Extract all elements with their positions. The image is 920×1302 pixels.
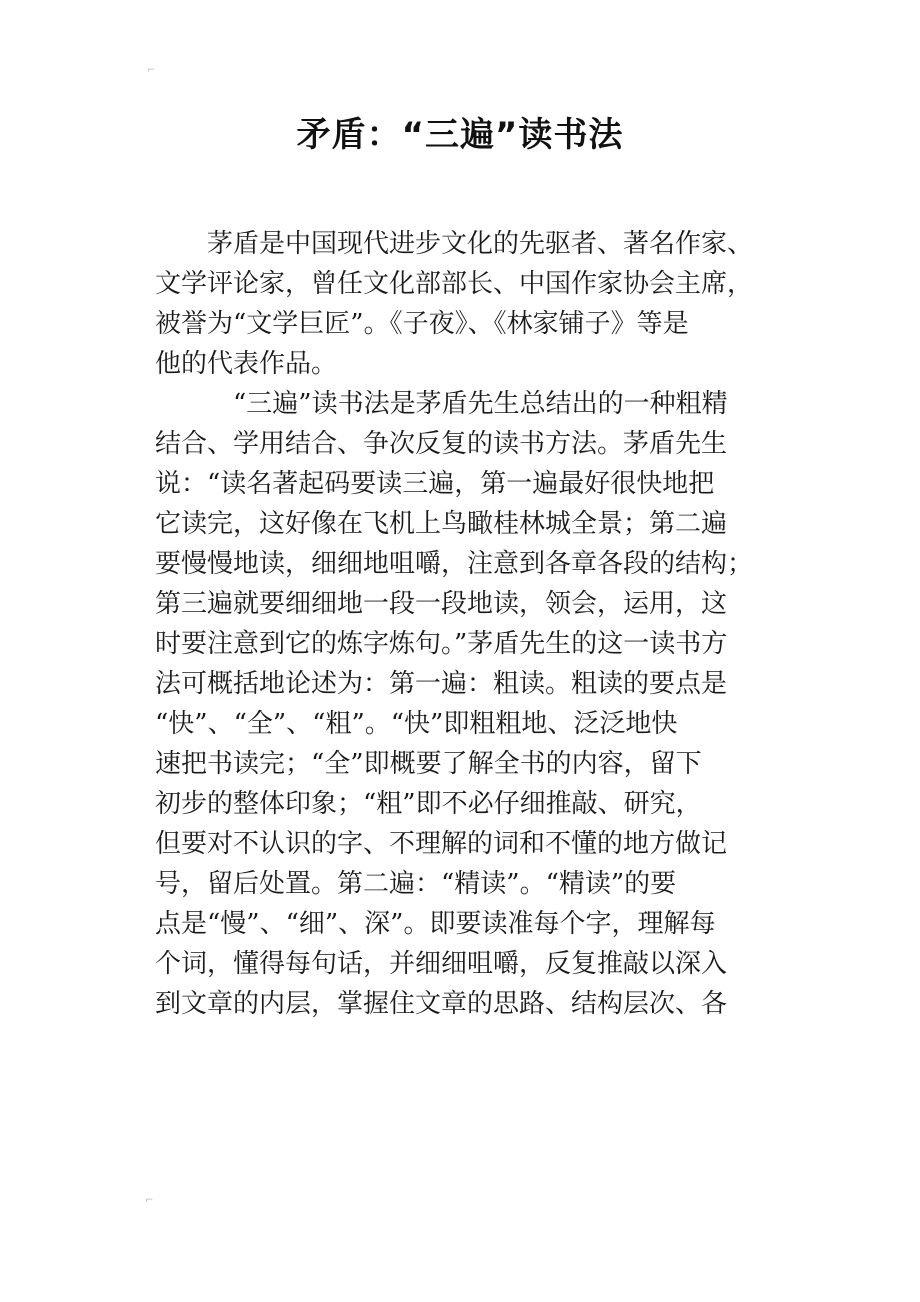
body-line: 点是“慢”、“细”、深”。即要读准每个字，理解每	[155, 909, 716, 939]
body-line: 要慢慢地读，细细地咀嚼，注意到各章各段的结构；	[155, 549, 754, 579]
body-line: “快”、“全”、“粗”。“快”即粗粗地、泛泛地快	[155, 709, 678, 739]
body-line: 它读完，这好像在飞机上鸟瞰桂林城全景；第二遍	[155, 509, 728, 539]
body-line: 时要注意到它的炼字炼句。”茅盾先生的这一读书方	[155, 629, 728, 659]
body-line: “三遍”读书法是茅盾先生总结出的一种粗精	[155, 389, 728, 419]
document-body	[155, 224, 775, 1024]
body-line: 速把书读完；“全”即概要了解全书的内容，留下	[155, 749, 702, 779]
body-line: 文学评论家，曾任文化部部长、中国作家协会主席，	[155, 269, 754, 299]
body-line: 茅盾是中国现代进步文化的先驱者、著名作家、	[155, 229, 754, 259]
page-corner-mark-bottom: ⌐	[145, 1195, 154, 1206]
body-line: 法可概括地论述为：第一遍：粗读。粗读的要点是	[155, 669, 728, 699]
body-line: 结合、学用结合、争次反复的读书方法。茅盾先生	[155, 429, 728, 459]
body-line: 号，留后处置。第二遍：“精读”。“精读”的要	[155, 869, 677, 899]
body-line: 被誉为“文学巨匠”。《子夜》、《林家铺子》等是	[155, 309, 689, 339]
body-line: 第三遍就要细细地一段一段地读，领会，运用，这	[155, 589, 728, 619]
body-line: 到文章的内层，掌握住文章的思路、结构层次、各	[155, 989, 728, 1019]
body-line: 说：“读名著起码要读三遍，第一遍最好很快地把	[155, 469, 715, 499]
body-line: 初步的整体印象；“粗”即不必仔细推敲、研究，	[155, 789, 702, 819]
body-line: 但要对不认识的字、不理解的词和不懂的地方做记	[155, 829, 728, 859]
document-title: 矛盾：“三遍”读书法	[296, 115, 624, 155]
body-line: 个词，懂得每句话，并细细咀嚼，反复推敲以深入	[155, 949, 728, 979]
body-line: 他的代表作品。	[155, 349, 338, 379]
page-corner-mark-top: ⌐	[147, 65, 156, 76]
